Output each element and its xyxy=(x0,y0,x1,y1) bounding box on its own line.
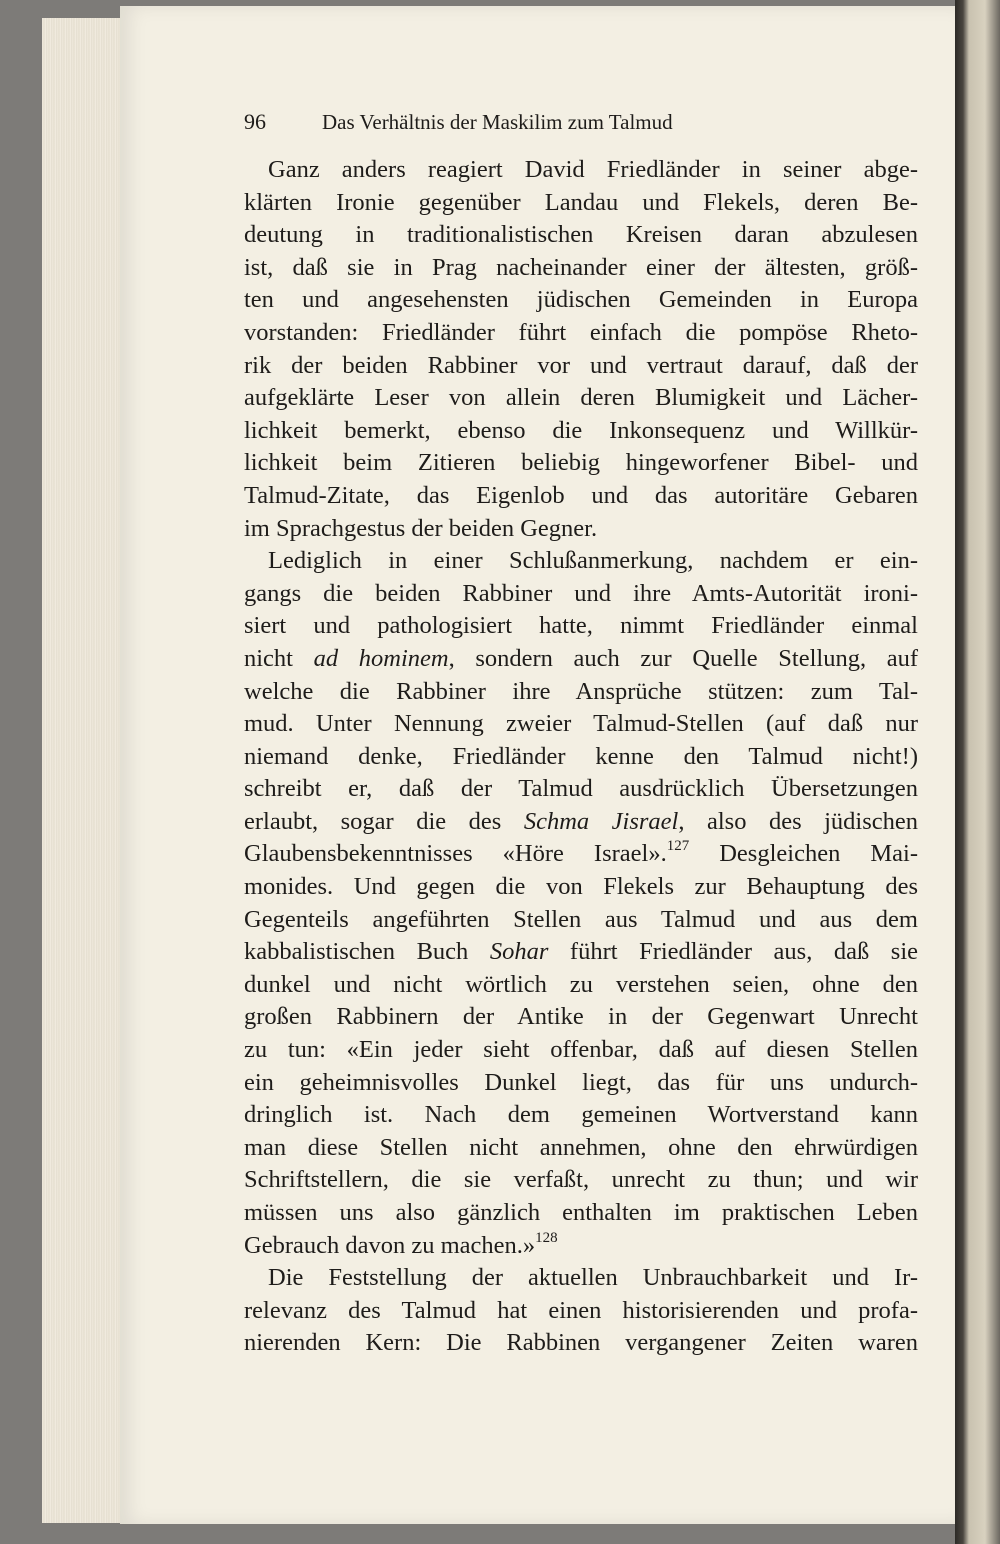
text-line xyxy=(244,806,918,839)
text-run: mud. Unter Nennung zweier Talmud-Stellen (auf daß nur xyxy=(244,710,918,738)
text-run: nierenden Kern: Die Rabbinen vergangener Zeiten waren xyxy=(244,1329,918,1357)
text-line xyxy=(244,1099,918,1132)
text-line xyxy=(244,1295,918,1328)
text-run: lichkeit beim Zitieren beliebig hingeworfener Bibel- und xyxy=(244,449,918,477)
text-run: deutung in traditionalistischen Kreisen daran abzulesen xyxy=(244,221,918,249)
text-run: rik der beiden Rabbiner vor und vertraut darauf, daß der xyxy=(244,351,918,379)
text-run: kabbalistischen Buch xyxy=(244,938,490,966)
text-line xyxy=(244,936,918,969)
text-line xyxy=(244,1262,918,1295)
text-run: man diese Stellen nicht annehmen, ohne den ehrwürdigen xyxy=(244,1133,918,1161)
text-line xyxy=(244,219,918,252)
text-run: Gebrauch davon zu machen.» xyxy=(244,1231,536,1259)
text-line xyxy=(244,545,918,578)
text-line xyxy=(244,187,918,220)
running-head: Das Verhältnis der Maskilim zum Talmud xyxy=(322,110,673,134)
text-run: ist, daß sie in Prag nacheinander einer der ältesten, größ- xyxy=(244,253,918,281)
text-line xyxy=(244,1164,918,1197)
text-run: relevanz des Talmud hat einen historisierenden und profa- xyxy=(244,1296,918,1324)
italic-text: Schma Jisrael xyxy=(523,807,679,835)
text-run: müssen uns also gänzlich enthalten im praktischen Leben xyxy=(244,1199,918,1226)
text-run: welche die Rabbiner ihre Ansprüche stützen: zum Tal- xyxy=(244,677,918,705)
text-run: zu tun: «Ein jeder sieht offenbar, daß auf diesen Stellen xyxy=(244,1036,918,1064)
text-line xyxy=(244,676,918,709)
page-header xyxy=(244,106,924,138)
text-line xyxy=(244,1034,918,1067)
text-line xyxy=(244,741,918,774)
text-line xyxy=(244,317,918,350)
book-gutter xyxy=(955,0,1000,1544)
italic-text: Sohar xyxy=(489,938,549,966)
text-line xyxy=(244,708,918,741)
text-run: , sondern auch zur Quelle Stellung, auf xyxy=(448,644,918,672)
text-run: monides. Und gegen die von Flekels zur Behauptung des xyxy=(244,873,918,901)
text-line xyxy=(244,447,918,480)
footnote-ref: 128 xyxy=(535,1229,558,1246)
page-edges xyxy=(42,18,132,1523)
text-line xyxy=(244,969,918,1002)
text-run: aufgeklärte Leser von allein deren Blumigkeit und Lächer- xyxy=(244,384,918,412)
text-run: lichkeit bemerkt, ebenso die Inkonsequenz und Willkür- xyxy=(244,416,918,444)
text-run: Talmud-Zitate, das Eigenlob und das autoritäre Gebaren xyxy=(244,481,918,509)
page-number: 96 xyxy=(244,109,266,134)
text-line xyxy=(244,773,918,806)
text-line xyxy=(244,871,918,904)
text-line xyxy=(244,415,918,448)
text-line xyxy=(244,1327,918,1360)
text-line xyxy=(244,513,918,546)
text-line xyxy=(244,154,918,187)
text-run: nicht xyxy=(244,644,314,672)
text-run: gangs die beiden Rabbiner und ihre Amts-Autorität ironi- xyxy=(244,579,918,607)
text-run: schreibt er, daß der Talmud ausdrücklich Übersetzungen xyxy=(244,775,918,803)
text-line xyxy=(244,610,918,643)
text-run: siert und pathologisiert hatte, nimmt Friedländer einmal xyxy=(244,612,918,640)
text-line xyxy=(244,284,918,317)
text-run: dringlich ist. Nach dem gemeinen Wortverstand kann xyxy=(244,1101,918,1129)
text-run: ein geheimnisvolles Dunkel liegt, das für uns undurch- xyxy=(244,1068,918,1096)
text-run: Desgleichen Mai- xyxy=(689,840,918,868)
body-text xyxy=(244,154,918,1360)
text-line xyxy=(244,382,918,415)
footnote-ref: 127 xyxy=(666,838,690,855)
text-line xyxy=(244,643,918,676)
text-line xyxy=(244,1230,918,1263)
text-run: niemand denke, Friedländer kenne den Talmud nicht!) xyxy=(244,742,918,770)
text-run: klärten Ironie gegenüber Landau und Flekels, deren Be- xyxy=(244,188,918,216)
text-line xyxy=(244,480,918,513)
text-run: im Sprachgestus der beiden Gegner. xyxy=(244,514,598,542)
text-run: ten und angesehensten jüdischen Gemeinden in Europa xyxy=(244,286,918,314)
text-line xyxy=(244,252,918,285)
text-line xyxy=(244,350,918,383)
text-run: führt Friedländer aus, daß sie xyxy=(548,938,918,966)
text-run: erlaubt, sogar die des xyxy=(244,807,524,835)
text-run: dunkel und nicht wörtlich zu verstehen seien, ohne den xyxy=(244,970,918,998)
text-line xyxy=(244,1001,918,1034)
text-run: großen Rabbinern der Antike in der Gegenwart Unrecht xyxy=(244,1003,918,1031)
text-run: Ganz anders reagiert David Friedländer in seiner abge- xyxy=(268,156,918,183)
text-run: vorstanden: Friedländer führt einfach die pompöse Rheto- xyxy=(244,318,918,346)
text-run: , also des jüdischen xyxy=(678,807,919,835)
text-line xyxy=(244,1067,918,1100)
text-line xyxy=(244,904,918,937)
text-line xyxy=(244,838,918,871)
text-line xyxy=(244,1132,918,1165)
italic-text: ad hominem xyxy=(313,644,449,672)
text-run: Schriftstellern, die sie verfaßt, unrecht zu thun; und wir xyxy=(244,1166,918,1194)
text-run: Glaubensbekenntnisses «Höre Israel». xyxy=(244,840,667,868)
text-line xyxy=(244,578,918,611)
text-run: Lediglich in einer Schlußanmerkung, nachdem er ein- xyxy=(268,547,918,575)
text-line xyxy=(244,1197,918,1230)
text-run: Gegenteils angeführten Stellen aus Talmud und aus dem xyxy=(244,905,918,933)
text-run: Die Feststellung der aktuellen Unbrauchbarkeit und Ir- xyxy=(268,1264,918,1292)
